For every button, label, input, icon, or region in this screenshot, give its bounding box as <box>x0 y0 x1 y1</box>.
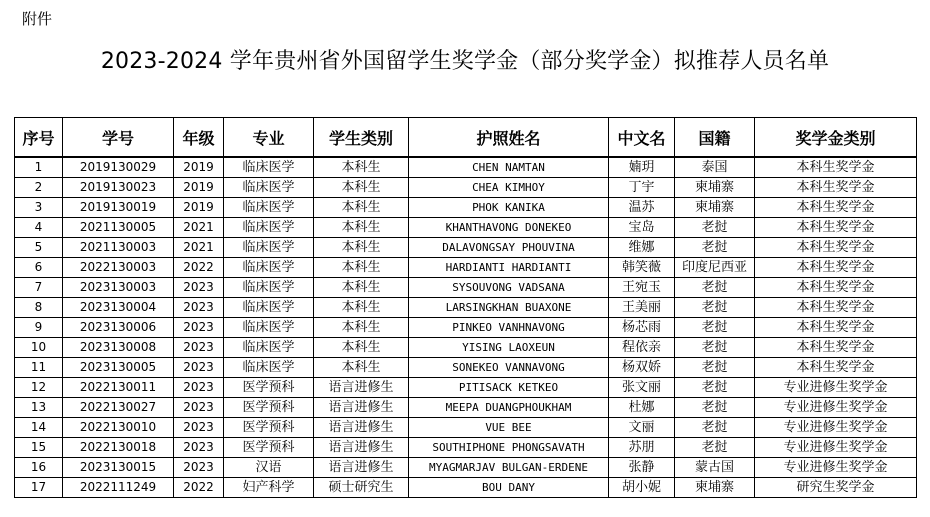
student-id-cell: 2022130011 <box>63 378 174 398</box>
table-row <box>15 178 917 198</box>
header-student-type: 学生类别 <box>314 118 409 158</box>
table-row <box>15 338 917 358</box>
header-passport-name: 护照姓名 <box>409 118 609 158</box>
chinese-name-cell: 杨双娇 <box>609 358 675 378</box>
passport-name-cell: PINKEO VANHNAVONG <box>409 318 609 338</box>
index-cell: 16 <box>15 458 63 478</box>
major-cell: 临床医学 <box>224 218 314 238</box>
scholarship-type-cell: 专业进修生奖学金 <box>755 378 917 398</box>
major-cell: 临床医学 <box>224 318 314 338</box>
grade-cell: 2022 <box>174 258 224 278</box>
scholarship-type-cell: 本科生奖学金 <box>755 318 917 338</box>
nationality-cell: 柬埔寨 <box>675 198 755 218</box>
chinese-name-cell: 程依亲 <box>609 338 675 358</box>
index-cell: 5 <box>15 238 63 258</box>
nationality-cell: 老挝 <box>675 238 755 258</box>
student-type-cell: 语言进修生 <box>314 418 409 438</box>
table-row <box>15 398 917 418</box>
major-cell: 医学预科 <box>224 378 314 398</box>
passport-name-cell: VUE BEE <box>409 418 609 438</box>
nationality-cell: 柬埔寨 <box>675 478 755 498</box>
table-row <box>15 278 917 298</box>
chinese-name-cell: 维娜 <box>609 238 675 258</box>
major-cell: 汉语 <box>224 458 314 478</box>
student-type-cell: 语言进修生 <box>314 398 409 418</box>
chinese-name-cell: 婻玥 <box>609 157 675 178</box>
nationality-cell: 蒙古国 <box>675 458 755 478</box>
index-cell: 17 <box>15 478 63 498</box>
major-cell: 临床医学 <box>224 198 314 218</box>
passport-name-cell: SONEKEO VANNAVONG <box>409 358 609 378</box>
passport-name-cell: PITISACK KETKEO <box>409 378 609 398</box>
grade-cell: 2023 <box>174 438 224 458</box>
major-cell: 临床医学 <box>224 258 314 278</box>
grade-cell: 2023 <box>174 318 224 338</box>
chinese-name-cell: 韩笑薇 <box>609 258 675 278</box>
scholarship-type-cell: 专业进修生奖学金 <box>755 438 917 458</box>
major-cell: 妇产科学 <box>224 478 314 498</box>
index-cell: 13 <box>15 398 63 418</box>
table-row <box>15 318 917 338</box>
grade-cell: 2019 <box>174 178 224 198</box>
nationality-cell: 老挝 <box>675 298 755 318</box>
index-cell: 10 <box>15 338 63 358</box>
major-cell: 临床医学 <box>224 358 314 378</box>
student-id-cell: 2021130003 <box>63 238 174 258</box>
grade-cell: 2023 <box>174 278 224 298</box>
chinese-name-cell: 杜娜 <box>609 398 675 418</box>
student-id-cell: 2022130018 <box>63 438 174 458</box>
nationality-cell: 老挝 <box>675 338 755 358</box>
scholarship-type-cell: 研究生奖学金 <box>755 478 917 498</box>
scholarship-type-cell: 专业进修生奖学金 <box>755 458 917 478</box>
student-id-cell: 2023130005 <box>63 358 174 378</box>
student-type-cell: 语言进修生 <box>314 438 409 458</box>
chinese-name-cell: 胡小妮 <box>609 478 675 498</box>
header-grade: 年级 <box>174 118 224 158</box>
major-cell: 临床医学 <box>224 238 314 258</box>
table-row <box>15 378 917 398</box>
grade-cell: 2023 <box>174 358 224 378</box>
student-type-cell: 本科生 <box>314 338 409 358</box>
header-major: 专业 <box>224 118 314 158</box>
passport-name-cell: SYSOUVONG VADSANA <box>409 278 609 298</box>
student-id-cell: 2022130003 <box>63 258 174 278</box>
student-id-cell: 2023130006 <box>63 318 174 338</box>
table-row <box>15 198 917 218</box>
student-id-cell: 2021130005 <box>63 218 174 238</box>
passport-name-cell: LARSINGKHAN BUAXONE <box>409 298 609 318</box>
nationality-cell: 老挝 <box>675 358 755 378</box>
passport-name-cell: PHOK KANIKA <box>409 198 609 218</box>
index-cell: 9 <box>15 318 63 338</box>
scholarship-type-cell: 本科生奖学金 <box>755 198 917 218</box>
index-cell: 14 <box>15 418 63 438</box>
student-id-cell: 2023130004 <box>63 298 174 318</box>
passport-name-cell: CHEN NAMTAN <box>409 157 609 178</box>
nationality-cell: 老挝 <box>675 378 755 398</box>
index-cell: 12 <box>15 378 63 398</box>
table-row <box>15 157 917 178</box>
major-cell: 临床医学 <box>224 338 314 358</box>
index-cell: 11 <box>15 358 63 378</box>
major-cell: 医学预科 <box>224 438 314 458</box>
student-id-cell: 2022130027 <box>63 398 174 418</box>
nationality-cell: 老挝 <box>675 278 755 298</box>
index-cell: 15 <box>15 438 63 458</box>
scholarship-type-cell: 专业进修生奖学金 <box>755 418 917 438</box>
passport-name-cell: MEEPA DUANGPHOUKHAM <box>409 398 609 418</box>
chinese-name-cell: 温苏 <box>609 198 675 218</box>
student-type-cell: 本科生 <box>314 238 409 258</box>
student-id-cell: 2019130029 <box>63 157 174 178</box>
passport-name-cell: DALAVONGSAY PHOUVINA <box>409 238 609 258</box>
student-type-cell: 本科生 <box>314 218 409 238</box>
table-row <box>15 458 917 478</box>
header-student-id: 学号 <box>63 118 174 158</box>
student-id-cell: 2019130019 <box>63 198 174 218</box>
document-title: 2023-2024 学年贵州省外国留学生奖学金（部分奖学金）拟推荐人员名单 <box>100 49 830 74</box>
index-cell: 8 <box>15 298 63 318</box>
student-type-cell: 本科生 <box>314 278 409 298</box>
grade-cell: 2022 <box>174 478 224 498</box>
nationality-cell: 老挝 <box>675 318 755 338</box>
student-id-cell: 2019130023 <box>63 178 174 198</box>
chinese-name-cell: 王美丽 <box>609 298 675 318</box>
scholarship-type-cell: 本科生奖学金 <box>755 178 917 198</box>
scholarship-type-cell: 本科生奖学金 <box>755 218 917 238</box>
major-cell: 临床医学 <box>224 178 314 198</box>
student-id-cell: 2023130015 <box>63 458 174 478</box>
student-type-cell: 语言进修生 <box>314 458 409 478</box>
index-cell: 7 <box>15 278 63 298</box>
scholarship-type-cell: 本科生奖学金 <box>755 258 917 278</box>
grade-cell: 2023 <box>174 458 224 478</box>
scholarship-type-cell: 本科生奖学金 <box>755 278 917 298</box>
student-type-cell: 硕士研究生 <box>314 478 409 498</box>
grade-cell: 2023 <box>174 418 224 438</box>
student-type-cell: 本科生 <box>314 258 409 278</box>
grade-cell: 2023 <box>174 398 224 418</box>
chinese-name-cell: 杨芯雨 <box>609 318 675 338</box>
index-cell: 4 <box>15 218 63 238</box>
nationality-cell: 老挝 <box>675 218 755 238</box>
passport-name-cell: KHANTHAVONG DONEKEO <box>409 218 609 238</box>
scholarship-table <box>14 117 917 498</box>
grade-cell: 2021 <box>174 238 224 258</box>
table-row <box>15 478 917 498</box>
index-cell: 1 <box>15 157 63 178</box>
student-type-cell: 本科生 <box>314 178 409 198</box>
table-row <box>15 358 917 378</box>
grade-cell: 2019 <box>174 198 224 218</box>
grade-cell: 2021 <box>174 218 224 238</box>
nationality-cell: 老挝 <box>675 418 755 438</box>
nationality-cell: 老挝 <box>675 438 755 458</box>
passport-name-cell: CHEA KIMHOY <box>409 178 609 198</box>
student-type-cell: 本科生 <box>314 298 409 318</box>
table-row <box>15 258 917 278</box>
index-cell: 3 <box>15 198 63 218</box>
nationality-cell: 柬埔寨 <box>675 178 755 198</box>
student-type-cell: 本科生 <box>314 358 409 378</box>
passport-name-cell: YISING LAOXEUN <box>409 338 609 358</box>
major-cell: 临床医学 <box>224 278 314 298</box>
student-type-cell: 本科生 <box>314 157 409 178</box>
header-index: 序号 <box>15 118 63 158</box>
table-row <box>15 418 917 438</box>
header-scholarship-type: 奖学金类别 <box>755 118 917 158</box>
header-nationality: 国籍 <box>675 118 755 158</box>
major-cell: 医学预科 <box>224 418 314 438</box>
student-id-cell: 2022130010 <box>63 418 174 438</box>
nationality-cell: 老挝 <box>675 398 755 418</box>
index-cell: 2 <box>15 178 63 198</box>
table-row <box>15 218 917 238</box>
scholarship-type-cell: 本科生奖学金 <box>755 298 917 318</box>
nationality-cell: 印度尼西亚 <box>675 258 755 278</box>
major-cell: 临床医学 <box>224 157 314 178</box>
passport-name-cell: HARDIANTI HARDIANTI <box>409 258 609 278</box>
scholarship-type-cell: 本科生奖学金 <box>755 358 917 378</box>
student-type-cell: 语言进修生 <box>314 378 409 398</box>
student-id-cell: 2023130003 <box>63 278 174 298</box>
table-header-row <box>15 118 917 158</box>
chinese-name-cell: 丁宇 <box>609 178 675 198</box>
passport-name-cell: SOUTHIPHONE PHONGSAVATH <box>409 438 609 458</box>
chinese-name-cell: 张静 <box>609 458 675 478</box>
header-chinese-name: 中文名 <box>609 118 675 158</box>
scholarship-type-cell: 本科生奖学金 <box>755 238 917 258</box>
scholarship-type-cell: 本科生奖学金 <box>755 157 917 178</box>
student-type-cell: 本科生 <box>314 198 409 218</box>
major-cell: 医学预科 <box>224 398 314 418</box>
grade-cell: 2023 <box>174 338 224 358</box>
chinese-name-cell: 张文丽 <box>609 378 675 398</box>
attachment-label: 附件 <box>22 10 53 28</box>
table-row <box>15 238 917 258</box>
index-cell: 6 <box>15 258 63 278</box>
student-id-cell: 2022111249 <box>63 478 174 498</box>
scholarship-type-cell: 专业进修生奖学金 <box>755 398 917 418</box>
chinese-name-cell: 苏朋 <box>609 438 675 458</box>
student-id-cell: 2023130008 <box>63 338 174 358</box>
scholarship-type-cell: 本科生奖学金 <box>755 338 917 358</box>
grade-cell: 2019 <box>174 157 224 178</box>
chinese-name-cell: 王宛玉 <box>609 278 675 298</box>
chinese-name-cell: 文丽 <box>609 418 675 438</box>
major-cell: 临床医学 <box>224 298 314 318</box>
nationality-cell: 泰国 <box>675 157 755 178</box>
table-row <box>15 438 917 458</box>
chinese-name-cell: 宝岛 <box>609 218 675 238</box>
grade-cell: 2023 <box>174 378 224 398</box>
passport-name-cell: MYAGMARJAV BULGAN-ERDENE <box>409 458 609 478</box>
grade-cell: 2023 <box>174 298 224 318</box>
student-type-cell: 本科生 <box>314 318 409 338</box>
table-row <box>15 298 917 318</box>
passport-name-cell: BOU DANY <box>409 478 609 498</box>
